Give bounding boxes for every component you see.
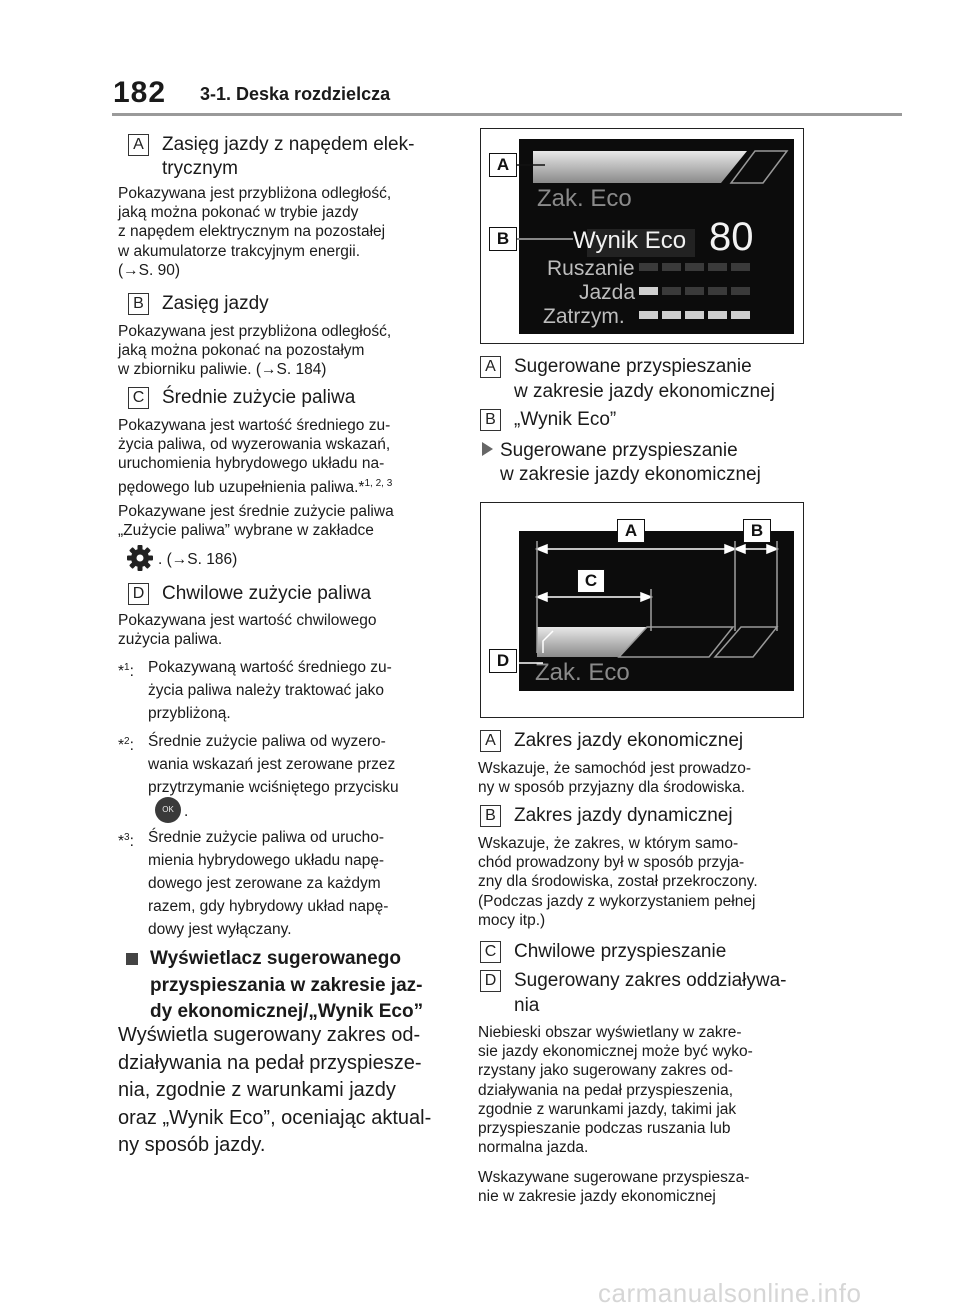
letter-box-r2-b: B <box>480 805 501 827</box>
letter-box-a: A <box>128 134 149 156</box>
eco-score: 80 <box>709 215 754 259</box>
section-body: Wyświetla sugerowany zakres od- działywania na pedał przyspiesze- nia, zgodnie z warunkami jazdy oraz „Wynik Eco”, oceniając aktual- ny sposób jazdy. <box>118 1024 432 1156</box>
label-zatrzym: Zatrzym. <box>543 305 625 328</box>
letter-box-r2-a: A <box>480 730 501 752</box>
header-rule <box>112 113 902 116</box>
callout-d-2: D <box>489 649 517 673</box>
label-jazda: Jazda <box>579 281 636 304</box>
item-c-desc: Pokazywana jest wartość średniego zu- życia paliwa, od wyzerowania wskazań, uruchomienia hybrydowego układu na- pędowego lub uzupełnienia paliwa.*$^{1, 2, 3}$ <box>118 417 393 496</box>
watermark: carmanualsonline.info <box>598 1278 862 1308</box>
item-d-desc: Pokazywana jest wartość chwilowego zużycia paliwa. <box>118 612 377 649</box>
eco-range-figure <box>480 502 804 718</box>
callout-a: A <box>489 153 517 177</box>
heading-square-bullet <box>126 953 138 965</box>
label-ruszanie: Ruszanie <box>547 257 635 280</box>
footnote-2: *$^2$: Średnie zużycie paliwa od wyzero- wania wskazań jest zerowane przez przytrzymanie wciśniętego przycisku <box>118 733 399 796</box>
footnote-3: *$^3$: Średnie zużycie paliwa od urucho- mienia hybrydowego układu napę- dowego jest zerowane za każdym razem, gdy hybrydowy układ napę- dowy jest wyłączany. <box>118 829 389 938</box>
r2-item-d-desc: Niebieski obszar wyświetlany w zakre- sie jazdy ekonomicznej może być wyko- rzystany jako sugerowany zakres od- działywania na pedał przyspieszenia, zgodnie z warunkami jazdy, takimi jak przyspieszanie podczas ruszania lub normalna jazda. <box>478 1024 753 1157</box>
letter-box-b: B <box>128 293 149 315</box>
label-zak-eco-2: Zak. Eco <box>535 659 630 686</box>
label-zak-eco: Zak. Eco <box>537 185 632 212</box>
page-number: 182 <box>113 76 167 109</box>
gear-icon <box>126 544 154 572</box>
callout-b-2: B <box>743 519 771 543</box>
letter-box-c: C <box>128 387 149 409</box>
r2-item-d-desc2: Wskazywane sugerowane przyspiesza- nie w zakresie jazdy ekonomicznej <box>478 1169 750 1206</box>
ok-button-icon: OK <box>155 797 181 823</box>
footnote-2-tail: . <box>184 803 189 820</box>
section-title: 3-1. Deska rozdzielcza <box>200 84 391 104</box>
item-a-desc: Pokazywana jest przybliżona odległość, jaką można pokonać w trybie jazdy z napędem elektrycznym na pozostałej w akumulatorze trakcyjnym energii. (→S. 90) <box>118 185 392 279</box>
footnote-1: *$^1$: Pokazywaną wartość średniego zu- życia paliwa należy traktować jako przybliżoną. <box>118 659 392 722</box>
r2-item-a-desc: Wskazuje, że samochód jest prowadzo- ny w sposób przyjazny dla środowiska. <box>478 760 752 797</box>
callout-a-2: A <box>617 519 645 543</box>
arrow-bullet-icon <box>482 442 494 461</box>
letter-box-r2-d: D <box>480 970 501 992</box>
letter-box-r1-b: B <box>480 409 501 431</box>
letter-box-d: D <box>128 583 149 605</box>
label-wynik-eco: Wynik Eco <box>573 227 687 254</box>
item-b-desc: Pokazywana jest przybliżona odległość, jaką można pokonać na pozostałym w zbiorniku paliwie. (→S. 184) <box>118 323 392 379</box>
item-c-desc3: . (→S. 186) <box>158 551 238 568</box>
callout-c-2: C <box>577 569 605 593</box>
callout-b: B <box>489 227 517 251</box>
r2-item-b-desc: Wskazuje, że zakres, w którym samo- chód prowadzony był w sposób przyja- zny dla środowiska, został przekroczony. (Podczas jazdy z wykorzystaniem pełnej mocy itp.) <box>478 835 758 929</box>
letter-box-r2-c: C <box>480 941 501 963</box>
letter-box-r1-a: A <box>480 356 501 378</box>
section-heading: Wyświetlacz sugerowanego przyspieszania w zakresie jaz- dy ekonomicznej/„Wynik Eco” <box>126 946 456 1026</box>
item-c-desc2: Pokazywane jest średnie zużycie paliwa „Zużycie paliwa” wybrane w zakładce <box>118 503 394 540</box>
eco-display-figure <box>480 128 804 344</box>
